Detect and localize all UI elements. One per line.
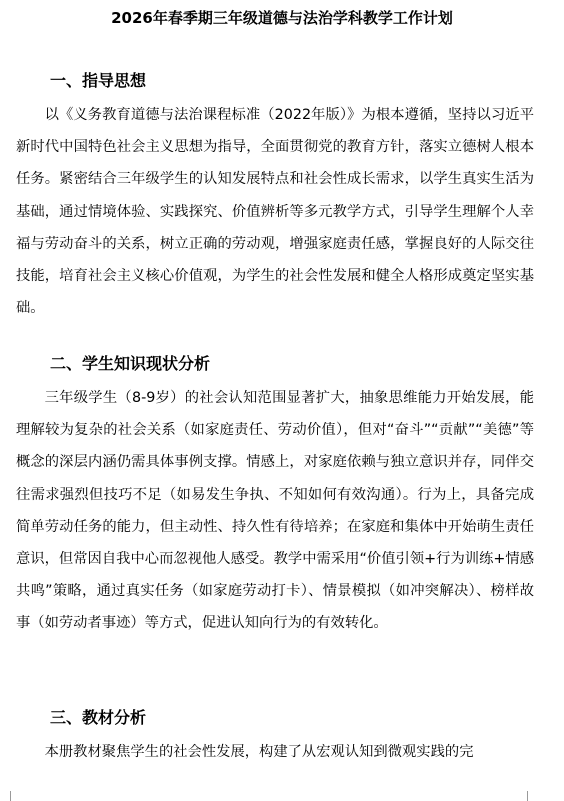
section-body-student-analysis: 三年级学生（8-9岁）的社会认知范围显著扩大，抽象思维能力开始发展，能理解较为复杂的社会关系（如家庭责任、劳动价值），但对“奋斗”“贡献”“美德”等概念的深层内涵仍需具体事例支撑。情感上，对家庭依赖与独立意识并存，同伴交往需求强烈但技巧不足（如易发生争执、不知如何有效沟通）。行为上，具备完成简单劳动任务的能力，但主动性、持久性有待培养；在家庭和集体中开始萌生责任意识，但常因自我中心而忽视他人感受。教学中需采用“价值引领+行为训练+情感共鸣”策略，通过真实任务（如家庭劳动打卡）、情景模拟（如冲突解决）、榜样故事（如劳动者事迹）等方式，促进认知向行为的有效转化。: [16, 390, 534, 632]
section-body-textbook-analysis: 本册教材聚焦学生的社会性发展，构建了从宏观认知到微观实践的完: [44, 744, 474, 760]
section-heading-textbook-analysis: 三、教材分析: [50, 708, 147, 727]
page-corner-mark-right: [527, 791, 538, 801]
section-body-guiding-ideology: 以《义务教育道德与法治课程标准（2022年版）》为根本遵循，坚持以习近平新时代中国特色社会主义思想为指导，全面贯彻党的教育方针，落实立德树人根本任务。紧密结合三年级学生的认知发展特点和社会性成长需求，以学生真实生活为基础，通过情境体验、实践探究、价值辨析等多元教学方式，引导学生理解个人幸福与劳动奋斗的关系，树立正确的劳动观，增强家庭责任感，掌握良好的人际交往技能，培育社会主义核心价值观，为学生的社会性发展和健全人格形成奠定坚实基础。: [16, 107, 534, 317]
section-heading-guiding-ideology: 一、指导思想: [50, 71, 147, 90]
section-heading-student-analysis: 二、学生知识现状分析: [50, 354, 211, 373]
page-corner-mark-left: [0, 791, 11, 801]
document-title: 2026年春季期三年级道德与法治学科教学工作计划: [111, 9, 453, 27]
